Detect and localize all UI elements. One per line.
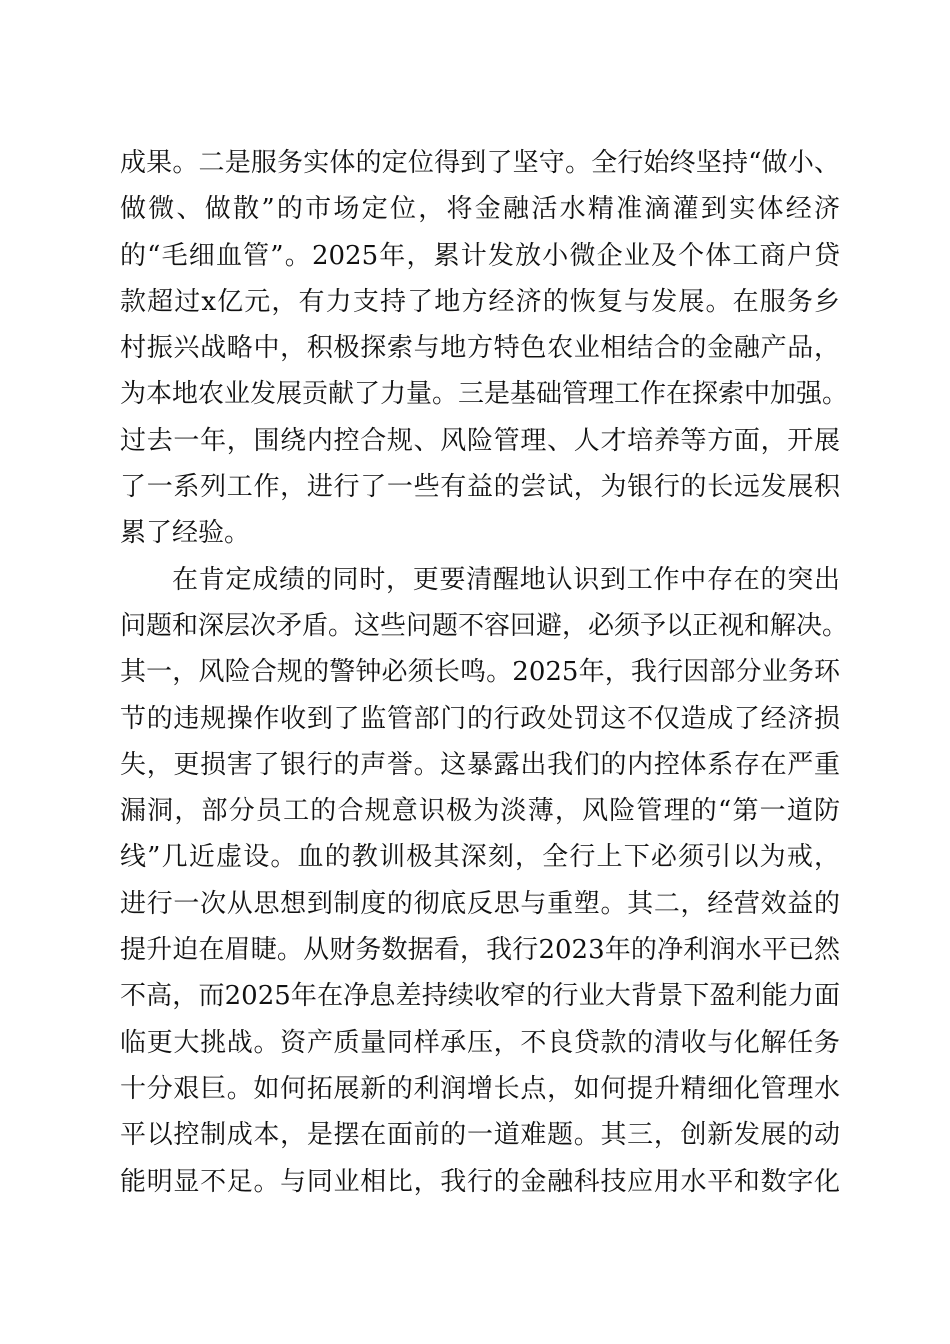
body-text: [120, 140, 849, 1205]
text-line: 为本地农业发展贡献了力量。三是基础管理工作在探索中加强。: [120, 379, 849, 410]
text-line: 线”几近虚设。血的教训极其深刻，全行上下必须引以为戒，: [120, 842, 840, 873]
text-line: 能明显不足。与同业相比，我行的金融科技应用水平和数字化: [120, 1166, 840, 1197]
text-line: 问题和深层次矛盾。这些问题不容回避，必须予以正视和解决。: [120, 610, 849, 641]
paragraph: [120, 140, 849, 557]
text-line: 过去一年，围绕内控合规、风险管理、人才培养等方面，开展: [120, 425, 840, 456]
text-line: 漏洞，部分员工的合规意识极为淡薄，风险管理的“第一道防: [120, 796, 840, 827]
text-line: 做微、做散”的市场定位，将金融活水精准滴灌到实体经济: [120, 194, 840, 225]
paragraph: [120, 557, 849, 1205]
text-line: 成果。二是服务实体的定位得到了坚守。全行始终坚持“做小、: [120, 148, 840, 178]
text-line: 提升迫在眉睫。从财务数据看，我行2023年的净利润水平已然: [120, 935, 840, 966]
text-line: 村振兴战略中，积极探索与地方特色农业相结合的金融产品，: [120, 333, 840, 364]
text-line: 进行一次从思想到制度的彻底反思与重塑。其二，经营效益的: [120, 888, 840, 919]
text-line: 的“毛细血管”。2025年，累计发放小微企业及个体工商户贷: [120, 240, 840, 271]
text-line: 平以控制成本，是摆在面前的一道难题。其三，创新发展的动: [120, 1120, 840, 1151]
text-line: 节的违规操作收到了监管部门的行政处罚这不仅造成了经济损: [120, 703, 840, 734]
text-line: 十分艰巨。如何拓展新的利润增长点，如何提升精细化管理水: [120, 1073, 840, 1104]
text-line: 累了经验。: [120, 518, 251, 549]
text-line: 失，更损害了银行的声誉。这暴露出我们的内控体系存在严重: [120, 749, 840, 780]
text-line: 其一，风险合规的警钟必须长鸣。2025年，我行因部分业务环: [120, 657, 840, 688]
text-line: 临更大挑战。资产质量同样承压，不良贷款的清收与化解任务: [120, 1027, 840, 1058]
text-line: 款超过x亿元，有力支持了地方经济的恢复与发展。在服务乡: [120, 286, 840, 317]
text-line: 不高，而2025年在净息差持续收窄的行业大背景下盈利能力面: [120, 981, 840, 1012]
text-line: 了一系列工作，进行了一些有益的尝试，为银行的长远发展积: [120, 472, 840, 503]
text-line: 在肯定成绩的同时，更要清醒地认识到工作中存在的突出: [172, 564, 840, 595]
